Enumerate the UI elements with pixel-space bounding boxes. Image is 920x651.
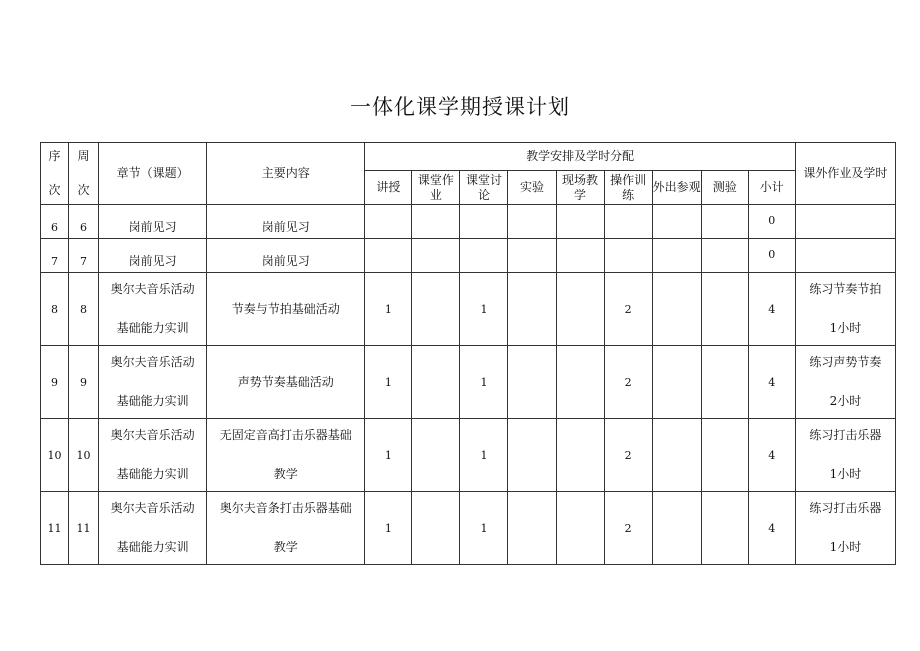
row-week: 11: [69, 492, 99, 565]
row-content: 声势节奏基础活动: [207, 346, 365, 419]
table-row: [41, 273, 896, 346]
row-lecture: 1: [365, 419, 412, 492]
table-row: [41, 205, 896, 239]
header-classwork: 课堂作业: [412, 171, 460, 205]
teaching-plan-table: [40, 142, 896, 565]
row-subtotal: 4: [748, 419, 795, 492]
row-week: 10: [69, 419, 99, 492]
header-lecture: 讲授: [365, 171, 412, 205]
header-subtotal: 小计: [748, 171, 795, 205]
header-visit: 外出参观: [652, 171, 701, 205]
row-homework: [795, 205, 895, 239]
header-test: 测验: [701, 171, 748, 205]
row-visit: [652, 346, 701, 419]
row-practice: 2: [604, 273, 652, 346]
row-seq: 6: [41, 205, 69, 239]
header-practice: 操作训练: [604, 171, 652, 205]
header-allocation-group: 教学安排及学时分配: [365, 143, 795, 171]
row-experiment: [508, 205, 556, 239]
row-lecture: 1: [365, 346, 412, 419]
row-week: 6: [69, 205, 99, 239]
row-chapter: 岗前见习: [99, 239, 207, 273]
row-week: 9: [69, 346, 99, 419]
row-chapter: 岗前见习: [99, 205, 207, 239]
row-seq: 8: [41, 273, 69, 346]
row-discussion: [460, 239, 508, 273]
row-content: 节奏与节拍基础活动: [207, 273, 365, 346]
row-field-teaching: [556, 346, 604, 419]
row-discussion: 1: [460, 273, 508, 346]
row-discussion: [460, 205, 508, 239]
row-test: [701, 239, 748, 273]
row-lecture: 1: [365, 492, 412, 565]
row-subtotal: 4: [748, 346, 795, 419]
header-content: 主要内容: [207, 143, 365, 205]
row-practice: 2: [604, 419, 652, 492]
row-seq: 10: [41, 419, 69, 492]
header-discussion: 课堂讨论: [460, 171, 508, 205]
row-subtotal: 0: [748, 205, 795, 239]
row-chapter: 奥尔夫音乐活动 基础能力实训: [99, 492, 207, 565]
row-field-teaching: [556, 492, 604, 565]
row-test: [701, 492, 748, 565]
row-subtotal: 0: [748, 239, 795, 273]
row-test: [701, 205, 748, 239]
row-homework: 练习打击乐器 1小时: [795, 492, 895, 565]
row-visit: [652, 419, 701, 492]
row-classwork: [412, 205, 460, 239]
row-chapter: 奥尔夫音乐活动 基础能力实训: [99, 346, 207, 419]
row-practice: 2: [604, 346, 652, 419]
header-homework: 课外作业及学时: [795, 143, 895, 205]
table-row: [41, 419, 896, 492]
header-seq: 序 次: [41, 143, 69, 205]
row-discussion: 1: [460, 346, 508, 419]
table-row: [41, 492, 896, 565]
row-discussion: 1: [460, 419, 508, 492]
row-test: [701, 273, 748, 346]
row-visit: [652, 492, 701, 565]
row-lecture: [365, 205, 412, 239]
row-field-teaching: [556, 205, 604, 239]
row-content: 岗前见习: [207, 239, 365, 273]
table-row: [41, 239, 896, 273]
row-seq: 11: [41, 492, 69, 565]
row-chapter: 奥尔夫音乐活动 基础能力实训: [99, 419, 207, 492]
row-field-teaching: [556, 239, 604, 273]
row-subtotal: 4: [748, 273, 795, 346]
row-visit: [652, 273, 701, 346]
row-chapter: 奥尔夫音乐活动 基础能力实训: [99, 273, 207, 346]
row-homework: [795, 239, 895, 273]
header-chapter: 章节（课题）: [99, 143, 207, 205]
header-row-1: [41, 143, 896, 171]
row-homework: 练习节奏节拍 1小时: [795, 273, 895, 346]
row-field-teaching: [556, 273, 604, 346]
header-field-teaching: 现场教学: [556, 171, 604, 205]
row-field-teaching: [556, 419, 604, 492]
row-visit: [652, 205, 701, 239]
row-content: 岗前见习: [207, 205, 365, 239]
row-practice: [604, 205, 652, 239]
row-lecture: 1: [365, 273, 412, 346]
row-classwork: [412, 419, 460, 492]
row-classwork: [412, 346, 460, 419]
row-seq: 7: [41, 239, 69, 273]
row-experiment: [508, 492, 556, 565]
row-week: 7: [69, 239, 99, 273]
row-lecture: [365, 239, 412, 273]
row-practice: 2: [604, 492, 652, 565]
row-content: 奥尔夫音条打击乐器基础 教学: [207, 492, 365, 565]
row-seq: 9: [41, 346, 69, 419]
row-practice: [604, 239, 652, 273]
row-classwork: [412, 239, 460, 273]
row-test: [701, 419, 748, 492]
row-discussion: 1: [460, 492, 508, 565]
row-classwork: [412, 492, 460, 565]
row-content: 无固定音高打击乐器基础 教学: [207, 419, 365, 492]
row-test: [701, 346, 748, 419]
header-experiment: 实验: [508, 171, 556, 205]
row-experiment: [508, 346, 556, 419]
row-homework: 练习声势节奏 2小时: [795, 346, 895, 419]
row-subtotal: 4: [748, 492, 795, 565]
header-week: 周 次: [69, 143, 99, 205]
row-experiment: [508, 419, 556, 492]
row-visit: [652, 239, 701, 273]
row-homework: 练习打击乐器 1小时: [795, 419, 895, 492]
row-classwork: [412, 273, 460, 346]
table-row: [41, 346, 896, 419]
row-week: 8: [69, 273, 99, 346]
row-experiment: [508, 273, 556, 346]
page-title: 一体化课学期授课计划: [350, 95, 570, 119]
row-experiment: [508, 239, 556, 273]
